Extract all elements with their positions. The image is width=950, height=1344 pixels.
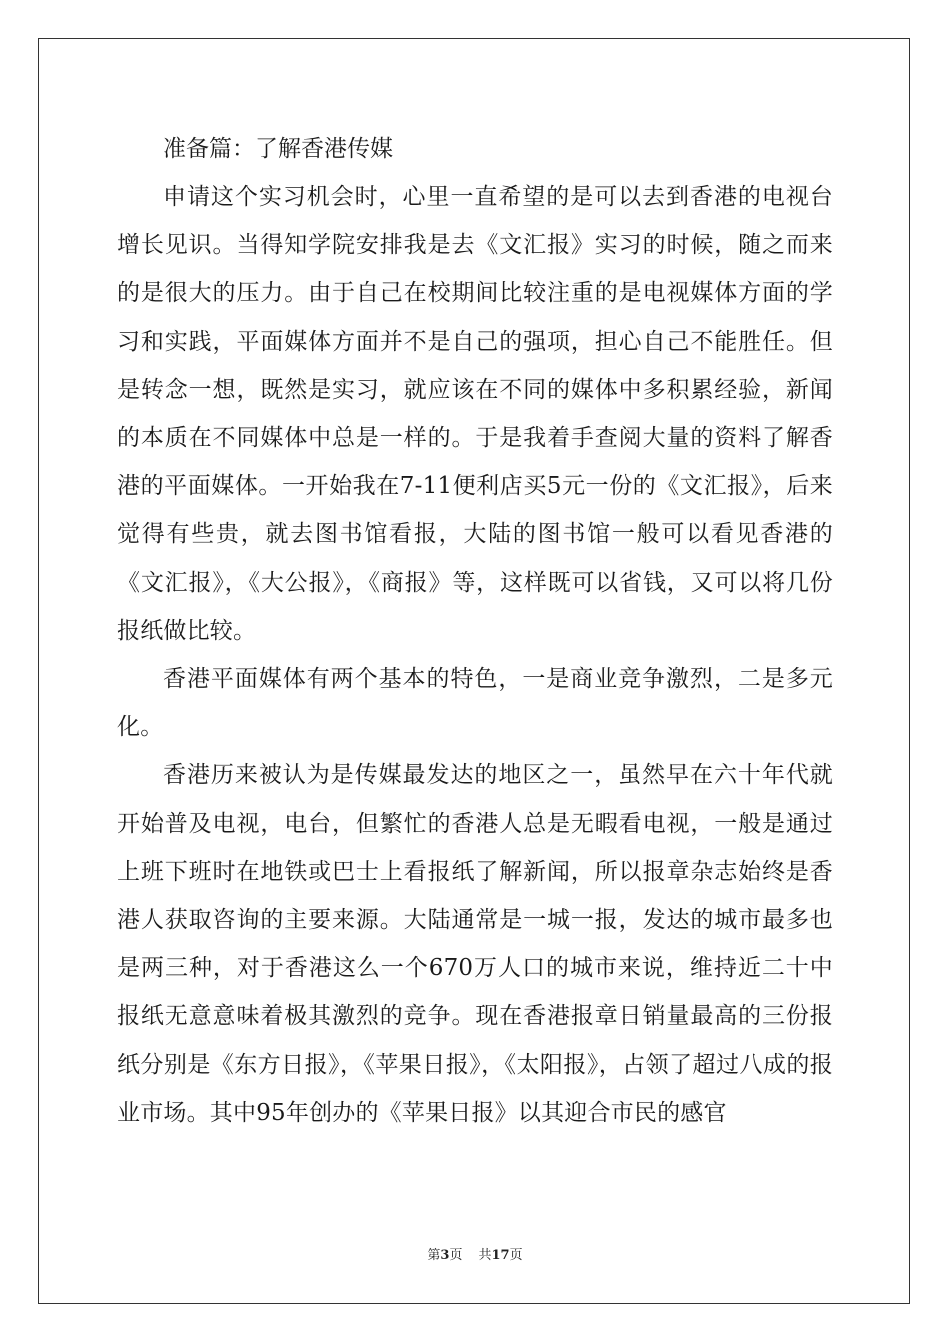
- total-pages-label: 共17页: [478, 1248, 523, 1263]
- section-title: 准备篇：了解香港传媒: [163, 136, 393, 162]
- paragraph: 申请这个实习机会时，心里一直希望的是可以去到香港的电视台增长见识。当得知学院安排我是去《文汇报》实习的时候，随之而来的是很大的压力。由于自己在校期间比较注重的是电视媒体方面的学习和实践，平面媒体方面并不是自己的强项，担心自己不能胜任。但是转念一想，既然是实习，就应该在不同的媒体中多积累经验，新闻的本质在不同媒体中总是一样的。于是我着手查阅大量的资料了解香港的平面媒体。一开始我在7-11便利店买5元一份的《文汇报》，后来觉得有些贵，就去图书馆看报，大陆的图书馆一般可以看见香港的《文汇报》，《大公报》，《商报》等，这样既可以省钱，又可以将几份报纸做比较。: [117, 184, 833, 644]
- page-footer: [0, 1248, 950, 1264]
- paragraph: 香港历来被认为是传媒最发达的地区之一，虽然早在六十年代就开始普及电视，电台，但繁忙的香港人总是无暇看电视，一般是通过上班下班时在地铁或巴士上看报纸了解新闻，所以报章杂志始终是香港人获取咨询的主要来源。大陆通常是一城一报，发达的城市最多也是两三种，对于香港这么一个670万人口的城市来说，维持近二十中报纸无意意味着极其激烈的竞争。现在香港报章日销量最高的三份报纸分别是《东方日报》，《苹果日报》，《太阳报》，占领了超过八成的报业市场。其中95年创办的《苹果日报》以其迎合市民的感官: [117, 762, 833, 1126]
- document-body: [117, 125, 833, 1137]
- page-number: 3: [440, 1248, 450, 1263]
- total-pages: 17: [491, 1248, 510, 1263]
- page-label: 第3页: [427, 1248, 463, 1263]
- paragraph: 香港平面媒体有两个基本的特色，一是商业竞争激烈，二是多元化。: [117, 666, 833, 741]
